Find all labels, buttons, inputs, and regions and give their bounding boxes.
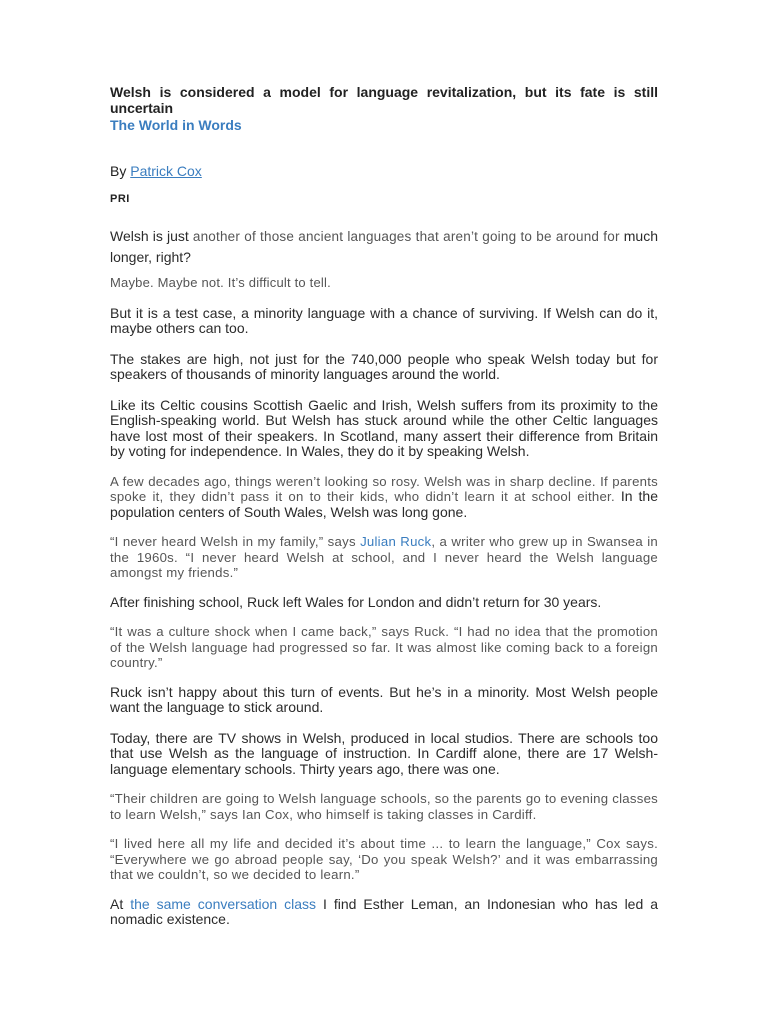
paragraph-8: After finishing school, Ruck left Wales for London and didn’t return for 30 years.: [110, 593, 602, 610]
paragraph-10: Ruck isn’t happy about this turn of events. But he’s in a minority. Most Welsh people want the language to stick around.: [110, 683, 658, 715]
paragraph-3: But it is a test case, a minority language with a chance of surviving. If Welsh can do it, maybe others can too.: [110, 304, 658, 336]
article-title: Welsh is considered a model for language revitalization, but its fate is still uncertain: [110, 84, 658, 116]
paragraph-6: [110, 474, 658, 521]
paragraph-13: “I lived here all my life and decided it’s about time ... to learn the language,” Cox says. “Everywhere we go abroad people say, ‘Do you speak Welsh?’ and it was embarrassing that we couldn’t, so we decided to learn.”: [110, 836, 658, 882]
paragraph-1-end: much longer, right?: [110, 228, 659, 265]
paragraph-14: [110, 897, 658, 928]
julian-ruck-link[interactable]: Julian Ruck: [360, 534, 432, 549]
paragraph-9: “It was a culture shock when I came back,” says Ruck. “I had no idea that the promotion of the Welsh language had progressed so far. It was almost like coming back to a foreign country.”: [110, 624, 658, 670]
byline: [110, 162, 658, 180]
paragraph-14-start: At: [110, 895, 131, 912]
paragraph-1-middle: another of those ancient languages that aren’t going to be around for: [192, 229, 620, 244]
paragraph-11: Today, there are TV shows in Welsh, produced in local studios. There are schools too that use Welsh as the language of instruction. In Cardiff alone, there are 17 Welsh-language elementary schools. Thirty years ago, there was one.: [110, 729, 658, 777]
paragraph-7-end: , a writer who grew up in Swansea in the 1960s. “I never heard Welsh at school, and I never heard the Welsh language amongst my friends.”: [110, 534, 658, 580]
paragraph-14-end: I find Esther Leman, an Indonesian who has led a nomadic existence.: [110, 895, 658, 927]
paragraph-6-start: A few decades ago, things weren’t looking so rosy. Welsh was in sharp decline. If parents spoke it, they didn’t pass it on to their kids, who didn’t learn it at school either.: [110, 473, 658, 504]
paragraph-1: [110, 226, 658, 267]
paragraph-6-end: In the population centers of South Wales, Welsh was long gone.: [110, 488, 659, 520]
author-link[interactable]: Patrick Cox: [130, 163, 202, 179]
paragraph-12: “Their children are going to Welsh language schools, so the parents go to evening classes to learn Welsh,” says Ian Cox, who himself is taking classes in Cardiff.: [110, 791, 658, 822]
source-label: PRI: [110, 193, 130, 205]
conversation-class-link[interactable]: the same conversation class: [130, 895, 317, 912]
paragraph-7: [110, 534, 658, 581]
paragraph-2: Maybe. Maybe not. It’s difficult to tell.: [110, 275, 331, 290]
paragraph-7-start: “I never heard Welsh in my family,” says: [110, 534, 361, 549]
paragraph-1-start: Welsh is just: [110, 228, 193, 244]
article: [110, 84, 658, 928]
article-subtitle: The World in Words: [110, 117, 242, 133]
byline-prefix: By: [110, 163, 131, 179]
paragraph-4: The stakes are high, not just for the 740,000 people who speak Welsh today but for speakers of thousands of minority languages around the world.: [110, 350, 658, 382]
paragraph-5: Like its Celtic cousins Scottish Gaelic and Irish, Welsh suffers from its proximity to the English-speaking world. But Welsh has stuck around while the other Celtic languages have lost most of their speakers. In Scotland, many assert their difference from Britain by voting for independence. In Wales, they do it by speaking Welsh.: [110, 396, 658, 459]
